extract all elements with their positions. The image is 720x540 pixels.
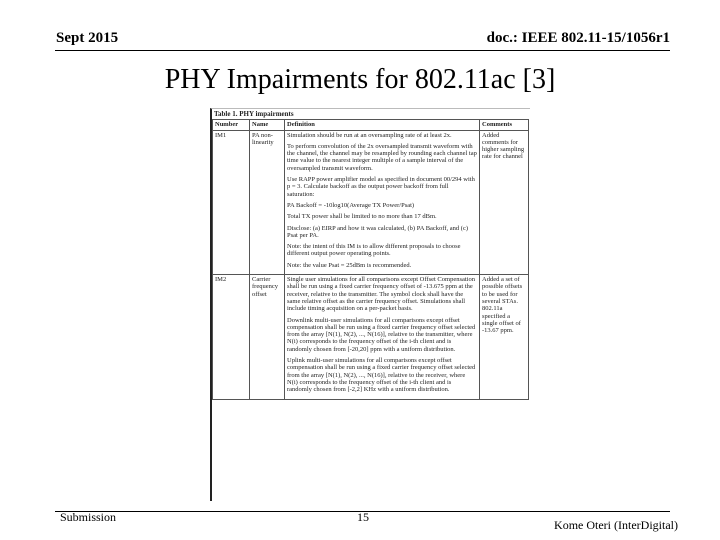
definition-paragraph: Total TX power shall be limited to no more than 17 dBm. <box>287 213 437 221</box>
column-header: Number <box>213 120 250 130</box>
column-header: Comments <box>480 120 529 130</box>
definition-paragraph: Uplink multi-user simulations for all comparisons except offset compensation shall be run using a fixed carrier frequency offset selected from the array [N(1), N(2), ..., N(16)], relative to the receiver, where N(i) corresponds to the frequency offset of the i-th client and is randomly chosen from [-2,2] KHz with a uniform distribution. <box>287 357 476 394</box>
cell-name: Carrier frequency offset <box>250 275 285 399</box>
header-doc-id: doc.: IEEE 802.11-15/1056r1 <box>486 30 670 46</box>
cell-number: IM2 <box>213 275 250 399</box>
definition-paragraph: Simulation should be run at an oversampling rate of at least 2x. <box>287 131 452 139</box>
column-header: Name <box>250 120 285 130</box>
table-caption: Table 1. PHY impairments <box>214 110 294 118</box>
cell-number: IM1 <box>213 130 250 274</box>
definition-paragraph: Downlink multi-user simulations for all comparisons except offset compensation shall be run using a fixed carrier frequency offset selected from the array [N(1), N(2), ..., N(16)], relative to the transmitter, where N(i) corresponds to the frequency offset of the i-th client and is randomly chosen from [-20,20] ppm with a uniform distribution. <box>287 316 476 353</box>
footer-submission: Submission <box>60 510 117 524</box>
cell-comments: Added a set of possible offsets to be used for several STAs. 802.11a specified a single offset of -13.67 ppm. <box>480 275 529 399</box>
cell-definition <box>285 275 480 399</box>
footer-author: Kome Oteri (InterDigital) <box>554 518 678 532</box>
definition-paragraph: PA Backoff = -10log10(Average TX Power/Psat) <box>287 201 415 209</box>
header-rule <box>55 50 670 51</box>
cell-definition <box>285 130 480 274</box>
table-row <box>213 130 529 274</box>
cell-comments: Added comments for higher sampling rate for channel <box>480 130 529 274</box>
definition-paragraph: Note: the value Psat = 25dBm is recommended. <box>287 261 412 269</box>
definition-paragraph: Use RAPP power amplifier model as specified in document 00/294 with p = 3. Calculate backoff as the output power backoff from full saturation: <box>287 176 475 198</box>
cell-name: PA non-linearity <box>250 130 285 274</box>
header-date: Sept 2015 <box>56 30 119 46</box>
impairments-table <box>212 119 529 399</box>
definition-paragraph: To perform convolution of the 2x oversampled transmit waveform with the channel, the channel may be resampled by rounding each channel tap time value to the nearest integer multiple of a sample interval of the oversampled transmit waveform. <box>287 142 477 172</box>
column-header: Definition <box>285 120 480 130</box>
definition-paragraph: Disclose: (a) EIRP and how it was calculated, (b) PA Backoff, and (c) Psat per PA. <box>287 224 468 239</box>
embedded-table-image <box>210 108 530 501</box>
definition-paragraph: Note: the intent of this IM is to allow different proposals to choose different output power operating points. <box>287 243 461 258</box>
page-number: 15 <box>357 510 369 524</box>
table-row <box>213 275 529 399</box>
table-header-row <box>213 120 529 130</box>
slide-title: PHY Impairments for 802.11ac [3] <box>164 64 556 95</box>
definition-paragraph: Single user simulations for all comparisons except Offset Compensation shall be run using a fixed carrier frequency offset of -13.675 ppm at the receiver, relative to the transmitter. The symbol clock shall have the same relative offset as the carrier frequency offset. Simulations shall include timing acquisition on a per-packet basis. <box>287 276 475 313</box>
